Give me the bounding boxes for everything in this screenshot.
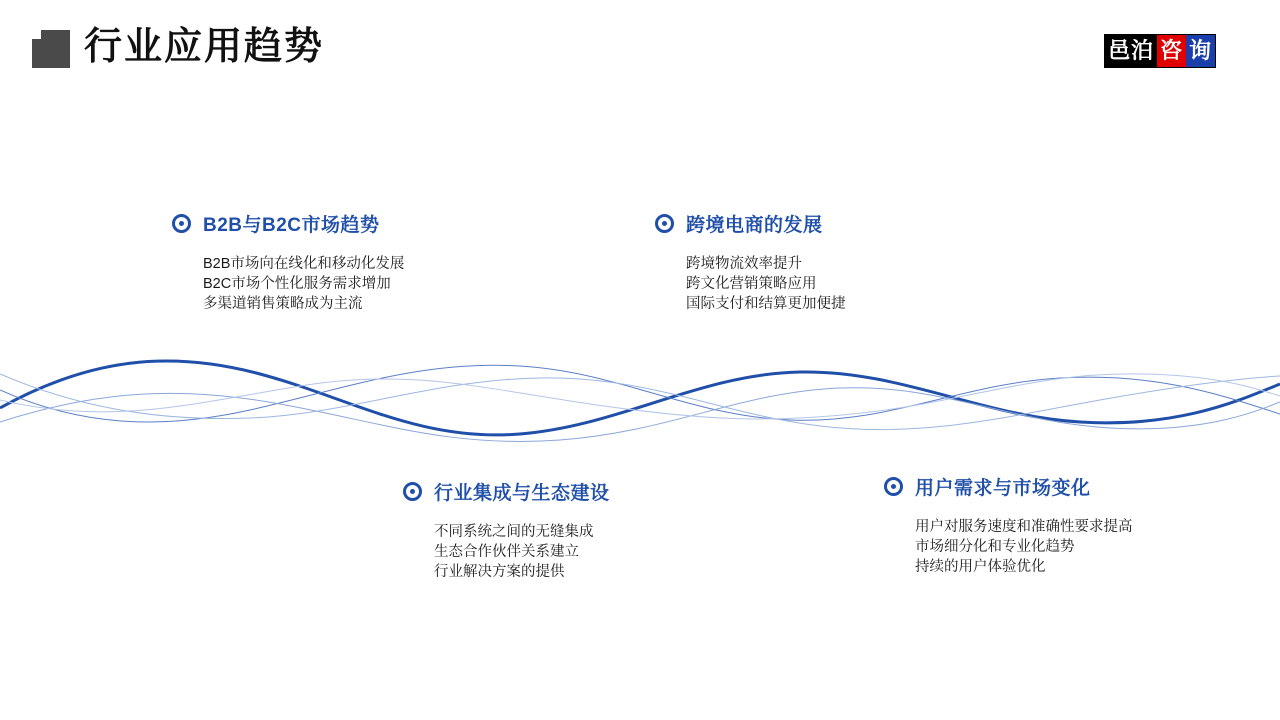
square-marker-corner-icon: [32, 30, 41, 39]
circle-bullet-icon: [655, 214, 674, 233]
block-body: [403, 522, 610, 582]
block-title: 用户需求与市场变化: [915, 478, 1091, 499]
block-body: [884, 517, 1133, 577]
block-line: 跨境物流效率提升: [686, 256, 802, 272]
logo-text-black: 邑泊: [1105, 35, 1157, 67]
company-logo: [1104, 34, 1216, 68]
page-title: 行业应用趋势: [84, 26, 325, 68]
logo-text-blue: 询: [1186, 35, 1215, 67]
circle-bullet-icon: [403, 482, 422, 501]
block-line: B2B市场向在线化和移动化发展: [203, 256, 405, 272]
block-header: [655, 210, 846, 237]
block-header: [172, 210, 404, 237]
block-line: 市场细分化和专业化趋势: [915, 539, 1075, 555]
logo-text-red: 咨: [1157, 35, 1186, 67]
content-block-cross-border: [655, 210, 846, 314]
block-title: 行业集成与生态建设: [434, 483, 610, 504]
block-header: [884, 473, 1133, 500]
block-line: 国际支付和结算更加便捷: [686, 296, 846, 312]
block-line: 多渠道销售策略成为主流: [203, 296, 363, 312]
block-line: 行业解决方案的提供: [434, 564, 565, 580]
block-header: [403, 478, 610, 505]
circle-bullet-icon: [884, 477, 903, 496]
block-line: B2C市场个性化服务需求增加: [203, 276, 391, 292]
block-line: 生态合作伙伴关系建立: [434, 544, 579, 560]
block-title: 跨境电商的发展: [686, 215, 823, 236]
block-line: 用户对服务速度和准确性要求提高: [915, 519, 1133, 535]
block-line: 不同系统之间的无缝集成: [434, 524, 594, 540]
content-block-integration: [403, 478, 610, 582]
circle-bullet-icon: [172, 214, 191, 233]
content-block-user-demand: [884, 473, 1133, 577]
wave-decoration: [0, 330, 1280, 470]
slide-header: [0, 0, 1280, 100]
block-body: [172, 254, 404, 314]
block-line: 跨文化营销策略应用: [686, 276, 817, 292]
block-line: 持续的用户体验优化: [915, 559, 1046, 575]
content-block-b2b: [172, 210, 404, 314]
block-body: [655, 254, 846, 314]
block-title: B2B与B2C市场趋势: [203, 215, 380, 236]
